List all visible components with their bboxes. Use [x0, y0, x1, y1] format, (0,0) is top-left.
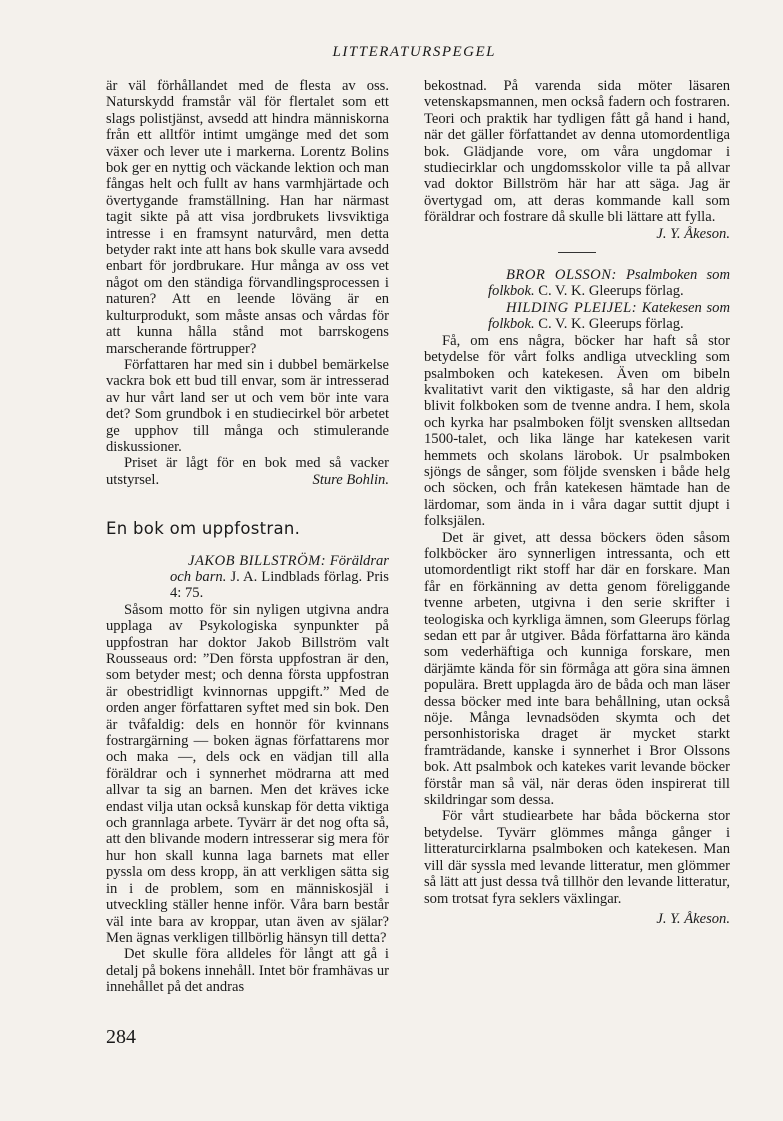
biblio-entry-billstrom: [106, 553, 389, 602]
review1-paragraph-1: är väl förhållandet med de flesta av oss. Naturskydd framstår väl för flertalet som ett slags polistjänst, avsedd att hindra människorna från ett alltför intimt umgänge med det som växer och lever ute i markerna. Lorentz Bolins bok ger en nyttig och väckande lektion och man fångas helt och fullt av hans varmhjärtade och övertygande framställning. Han har närmast tagit sikte på att visa jordbrukets livsviktiga intresse i en framsynt naturvård, men detta betyder rakt inte att hans bok skulle vara avsedd enbart för jordbrukare. Hur många av oss vet något om den ständiga förvandlingsprocessen i naturen? Att en leende löväng är en kulturprodukt, som måste ansas och vårdas för att kunna hålla stånd mot barrskogens marscherande förtrupper?: [106, 78, 389, 357]
review1-signature: Sture Bohlin.: [312, 471, 389, 488]
right-column: [424, 78, 730, 927]
review3-signature: J. Y. Åkeson.: [656, 910, 730, 927]
review2-paragraph-2: Det skulle föra alldeles för långt att gå i detalj på bokens innehåll. Intet bör framhävas ur innehållet på det andras: [106, 946, 389, 996]
biblio-entry-olsson: [424, 267, 730, 300]
review1-paragraph-2: Författaren har med sin i dubbel bemärkelse vackra bok ett bud till envar, som är intresserad av hur vårt land ser ut och vem bör inte vara det? Som grundbok i en studiecirkel bör arbetet ge upphov till många och stimulerande diskussioner.: [106, 356, 389, 455]
biblio-details: J. A. Lindblads förlag. Pris 4: 75.: [170, 568, 389, 602]
biblio-title: Katekesen som folkbok.: [488, 299, 730, 333]
biblio-entry-pleijel: [424, 300, 730, 333]
biblio-title: Föräldrar och barn.: [170, 552, 389, 585]
section-title: En bok om uppfostran.: [106, 519, 301, 539]
page-number: 284: [106, 1026, 136, 1048]
review2-signature: J. Y. Åkeson.: [656, 225, 730, 242]
review2-continuation: bekostnad. På varenda sida möter läsaren vetenskapsmannen, men också fadern och fostraren. Teori och praktik har tydligen fått gå hand i hand, när det gäller författandet av denna utomordentliga bok. Glädjande vore, om våra ungdomar i studiecirklar och ungdomsskolor ville ta på allvar vad doktor Billström här har att säga. Jag är övertygad om, att deras kommande kall som föräldrar och fostrare då skulle bli lättare att fylla.: [424, 78, 730, 226]
left-column: [106, 78, 389, 996]
review3-paragraph-2: Det är givet, att dessa böckers öden såsom folkböcker äro synnerligen intressanta, och ett utomordentligt rikt stoff har där en forskare. Man får en förkänning av detta genom föreliggande tvenne arbeten, utgivna i den serie skrifter i teologiska och kyrkliga ämnen, som Gleerups förlag sedan ett par år utgiver. Båda författarna äro kända som vederhäftiga och kunniga forskare, men därjämte kända för sin förmåga att göra sina ämnen populära. Brett upplagda äro de båda och man läser dessa böcker med inte bara behållning, utan också nöje. Många levnadsöden skymta och det personhistoriska draget är mycket starkt framträdande, kanske i synnerhet i Bror Olssons bok. Att psalmbok och katekes varit levande böcker förstår man så väl, när deras öden inspirerat till skildringar som dessa.: [424, 529, 730, 809]
review1-paragraph-3: [106, 455, 389, 488]
biblio-details: C. V. K. Gleerups förlag.: [538, 283, 684, 300]
review3-paragraph-1: Få, om ens några, böcker har haft så stor betydelse för vårt folks andliga utveckling som psalmboken och katekesen. Även om bibeln kvalitativt varit den viktigaste, så har den aldrig blivit folkboken som de tvenne andra. I hem, skola och kyrka har psalmboken följt svensken alltsedan 1500-talet, och lika länge har katekesen varit hemmets och skolans lärobok. Ur psalmboken sjöngs de sånger, som följde svensken i både helg och söcken, och från katekesen hämtade han de lärdomar, som ända in i våra dagar suttit djupt i folksjälen.: [424, 332, 730, 530]
review1-paragraph-3-text: Priset är lågt för en bok med så vacker utstyrsel.: [106, 455, 389, 488]
biblio-author: HILDING PLEIJEL:: [506, 299, 638, 316]
review3-paragraph-3: För vårt studiearbete har båda böckerna stor betydelse. Tyvärr glömmes många gånger i litteraturcirklarna psalmboken och katekesen. Man vill där syssla med levande litteratur, men glömmer så lätt att just dessa två tillhör den levande litteratur, som trotsat fyra seklers växlingar.: [424, 808, 730, 907]
biblio-details: C. V. K. Gleerups förlag.: [538, 316, 684, 333]
section-divider: [558, 252, 596, 253]
biblio-author: BROR OLSSON:: [506, 267, 617, 284]
biblio-title: Psalmboken som folkbok.: [488, 267, 730, 300]
review2-paragraph-1: Såsom motto för sin nyligen utgivna andra upplaga av Psykologiska synpunkter på uppfostran har doktor Jakob Billström valt Rousseaus ord: ”Den första uppfostran är den, som betyder mest; och denna första uppfostran är obestridligt kvinnornas uppgift.” Med de orden anger författaren syftet med sin bok. Den är tvåfaldig: dels en honnör för kvinnans fostrargärning — boken ägnas författarens mor och maka —, dels ock en vädjan till alla föräldrar och i synnerhet mödrarna att med allvar ta sig an barnen. Men det kräves icke endast vilja utan också kunskap för detta viktiga och grannlaga arbete. Tyvärr är det nog ofta så, att den blivande modern intresserar sig mera för hur hon skall kunna laga barnets mat eller pyssla om dess kropp, än att verkligen sätta sig in i de problem, som en människosjäl i utveckling ställer henne inför. Våra barn består väl inte bara av kroppar, utan även av själar? Men ägnas verkligen tillbörlig hänsyn till detta?: [106, 601, 389, 946]
biblio-author: JAKOB BILLSTRÖM:: [188, 552, 327, 569]
running-head: LITTERATURSPEGEL: [332, 44, 496, 60]
